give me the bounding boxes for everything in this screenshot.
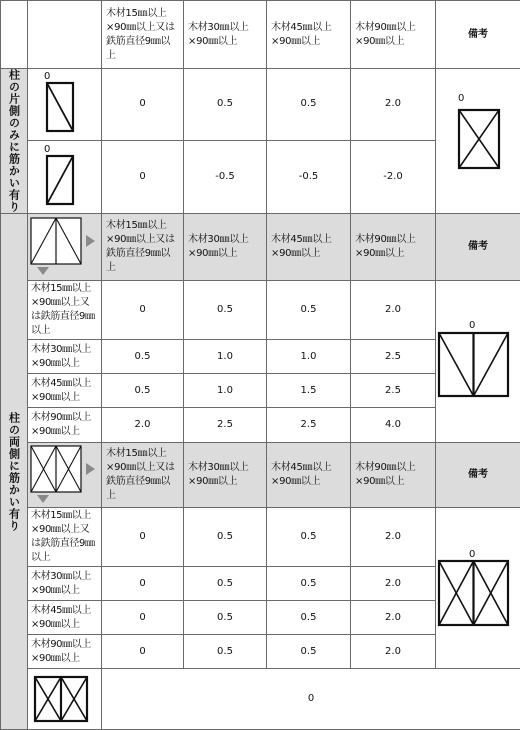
column-header: 木材15㎜以上×90㎜以上又は鉄筋直径9㎜以上 (102, 1, 184, 69)
value-cell: 4.0 (351, 408, 436, 443)
row-label: 木材90㎜以上×90㎜以上 (28, 408, 102, 443)
value-cell: 0.5 (184, 281, 267, 340)
remarks-header: 備考 (436, 1, 520, 69)
value-cell: 2.0 (351, 69, 436, 141)
column-header: 木材45㎜以上×90㎜以上 (267, 1, 351, 69)
value-cell: 2.0 (351, 635, 436, 669)
remarks-header: 備考 (436, 443, 520, 508)
value-cell: 0.5 (184, 635, 267, 669)
value-cell: 0.5 (184, 69, 267, 141)
value-cell: 1.0 (184, 340, 267, 374)
section-label-both-sides: 柱の両側に筋かい有り (1, 214, 28, 730)
value-cell: 0 (102, 635, 184, 669)
row-label: 木材45㎜以上×90㎜以上 (28, 374, 102, 408)
value-cell-merged: 0 (102, 669, 520, 730)
brace-diagram-single-down: 0 (28, 69, 102, 141)
corner-cell (1, 1, 28, 69)
value-cell: 0.5 (267, 567, 351, 601)
value-cell: 0 (102, 69, 184, 141)
value-cell: 2.0 (351, 508, 436, 567)
value-cell: 0 (102, 281, 184, 340)
brace-diagram-full-x (28, 669, 102, 730)
remarks-diagram-double-x-brace: 0 (436, 508, 520, 669)
value-cell: 1.5 (267, 374, 351, 408)
section-label-one-side: 柱の片側のみに筋かい有り (1, 69, 28, 214)
value-cell: 1.0 (184, 374, 267, 408)
value-cell: -0.5 (267, 140, 351, 213)
column-header: 木材45㎜以上×90㎜以上 (267, 443, 351, 508)
value-cell: 0.5 (267, 601, 351, 635)
value-cell: 0.5 (267, 281, 351, 340)
value-cell: 1.0 (267, 340, 351, 374)
column-header: 木材15㎜以上×90㎜以上又は鉄筋直径9㎜以上 (102, 443, 184, 508)
value-cell: 0 (102, 567, 184, 601)
value-cell: 0 (102, 140, 184, 213)
brace-diagram-single-up: 0 (28, 140, 102, 213)
value-cell: 2.5 (351, 340, 436, 374)
column-header: 木材90㎜以上×90㎜以上 (351, 1, 436, 69)
value-cell: 0.5 (184, 508, 267, 567)
value-cell: -0.5 (184, 140, 267, 213)
value-cell: 0.5 (184, 601, 267, 635)
brace-diagram-double-x (28, 443, 102, 508)
column-header: 木材30㎜以上×90㎜以上 (184, 214, 267, 281)
corner-cell (28, 1, 102, 69)
column-header: 木材90㎜以上×90㎜以上 (351, 443, 436, 508)
value-cell: 0.5 (267, 635, 351, 669)
row-label: 木材15㎜以上×90㎜以上又は鉄筋直径9㎜以上 (28, 508, 102, 567)
value-cell: 0.5 (267, 508, 351, 567)
brace-diagram-double (28, 214, 102, 281)
value-cell: 2.5 (267, 408, 351, 443)
row-label: 木材45㎜以上×90㎜以上 (28, 601, 102, 635)
value-cell: -2.0 (351, 140, 436, 213)
remarks-diagram-x-brace: 0 (436, 69, 520, 214)
value-cell: 0.5 (267, 69, 351, 141)
column-header: 木材15㎜以上×90㎜以上又は鉄筋直径9㎜以上 (102, 214, 184, 281)
value-cell: 0 (102, 508, 184, 567)
column-header: 木材90㎜以上×90㎜以上 (351, 214, 436, 281)
value-cell: 2.0 (102, 408, 184, 443)
remarks-diagram-v-brace: 0 (436, 281, 520, 443)
value-cell: 2.0 (351, 601, 436, 635)
value-cell: 2.5 (184, 408, 267, 443)
row-label: 木材30㎜以上×90㎜以上 (28, 567, 102, 601)
value-cell: 0.5 (102, 374, 184, 408)
value-cell: 2.5 (351, 374, 436, 408)
value-cell: 2.0 (351, 281, 436, 340)
value-cell: 2.0 (351, 567, 436, 601)
row-label: 木材15㎜以上×90㎜以上又は鉄筋直径9㎜以上 (28, 281, 102, 340)
value-cell: 0 (102, 601, 184, 635)
value-cell: 0.5 (184, 567, 267, 601)
column-header: 木材30㎜以上×90㎜以上 (184, 443, 267, 508)
value-cell: 0.5 (102, 340, 184, 374)
column-header: 木材30㎜以上×90㎜以上 (184, 1, 267, 69)
remarks-header: 備考 (436, 214, 520, 281)
column-header: 木材45㎜以上×90㎜以上 (267, 214, 351, 281)
row-label: 木材90㎜以上×90㎜以上 (28, 635, 102, 669)
row-label: 木材30㎜以上×90㎜以上 (28, 340, 102, 374)
